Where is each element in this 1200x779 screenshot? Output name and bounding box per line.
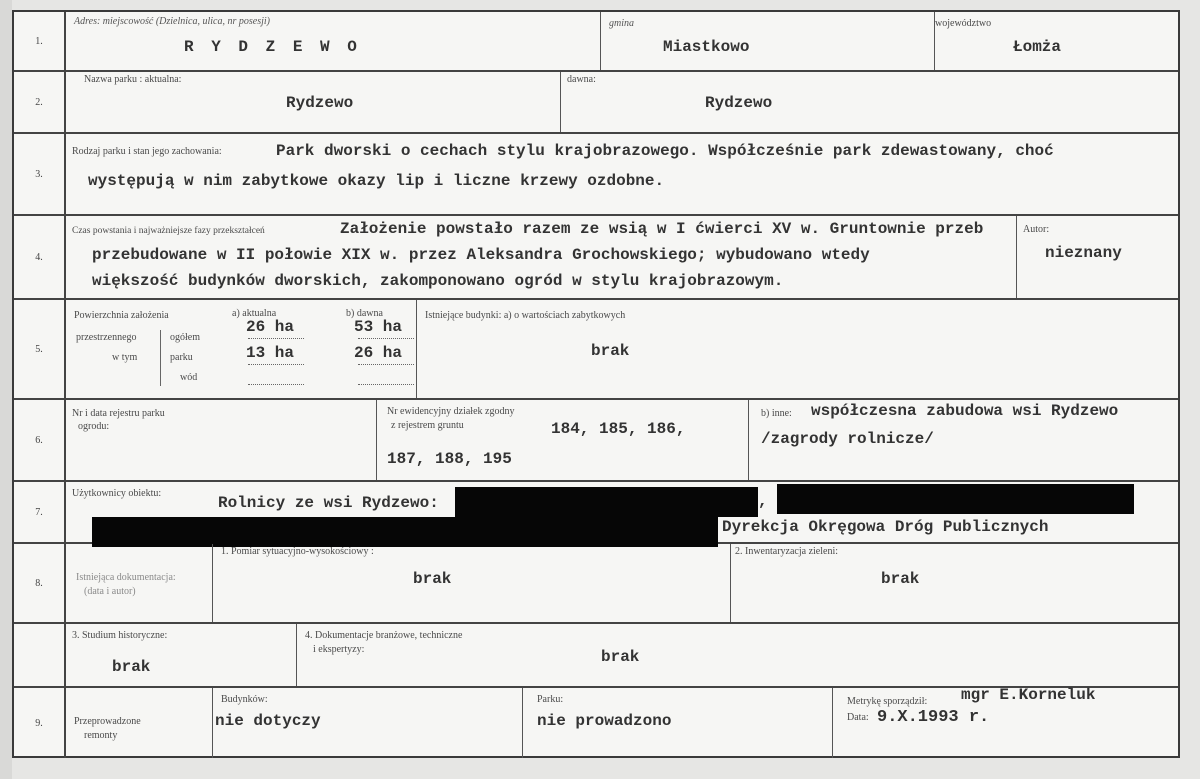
address-value: R Y D Z E W O	[184, 38, 361, 56]
ogolem-label: ogółem	[170, 332, 200, 343]
total-current-area: 26 ha	[246, 318, 295, 336]
row-studies	[14, 624, 1178, 688]
buildings-cell	[416, 300, 1180, 398]
buildings-value: brak	[591, 342, 630, 360]
prepared-by-label: Metrykę sporządził:	[847, 696, 928, 707]
history-line2: przebudowane w II połowie XIX w. przez Aleksandra Grochowskiego; wybudowano wtedy	[92, 246, 870, 264]
park-renovation-value: nie prowadzono	[537, 712, 672, 730]
former-area-label: b) dawna	[346, 308, 383, 319]
wod-label: wód	[180, 372, 198, 383]
other-buildings-line2: /zagrody rolnicze/	[761, 430, 934, 448]
history-line1: Założenie powstało razem ze wsią w I ćwierci XV w. Gruntownie przeb	[340, 220, 984, 238]
prepared-by-cell	[832, 688, 1180, 758]
dotted-line	[358, 384, 414, 385]
row-users	[14, 482, 1178, 544]
technical-docs-value: brak	[601, 648, 640, 666]
author-cell	[1016, 216, 1180, 298]
survey-cell	[212, 544, 730, 622]
park-type-label: Rodzaj parku i stan jego zachowania:	[72, 146, 222, 157]
parcels-label-cont: z rejestrem gruntu	[391, 420, 464, 431]
park-former-area: 26 ha	[354, 344, 403, 362]
dotted-line	[248, 384, 304, 385]
gmina-cell	[600, 12, 934, 70]
former-name-value: Rydzewo	[705, 94, 773, 112]
former-name-cell	[560, 72, 1180, 132]
users-line1: Rolnicy ze wsi Rydzewo:	[218, 494, 439, 512]
park-type-line1: Park dworski o cechach stylu krajobrazowego. Współcześnie park zdewastowany, choć	[276, 142, 1054, 160]
scan-edge	[0, 0, 12, 779]
wojewodztwo-value: Łomża	[1013, 38, 1062, 56]
dotted-line	[248, 364, 304, 365]
survey-label: 1. Pomiar sytuacyjno-wysokościowy :	[221, 546, 374, 557]
gmina-label: gmina	[609, 18, 634, 29]
users-line2: Dyrekcja Okręgowa Dróg Publicznych	[722, 518, 1049, 536]
row-park-name	[14, 72, 1178, 134]
greenery-label: 2. Inwentaryzacja zieleni:	[735, 546, 838, 557]
row-number: 4.	[14, 216, 66, 298]
history-label: Czas powstania i najważniejsze fazy przekształceń	[72, 226, 265, 236]
row-number	[14, 624, 66, 686]
current-area-label: a) aktualna	[232, 308, 277, 319]
park-name-current: Rydzewo	[286, 94, 354, 112]
row-renovations	[14, 688, 1178, 758]
row-number: 8.	[14, 544, 66, 622]
row-number: 2.	[14, 72, 66, 132]
technical-docs-label: 4. Dokumentacje branżowe, techniczne	[305, 630, 463, 641]
row-area	[14, 300, 1178, 400]
gmina-value: Miastkowo	[663, 38, 750, 56]
row-number: 7.	[14, 482, 66, 542]
row-number: 6.	[14, 400, 66, 480]
dotted-line	[358, 338, 414, 339]
technical-docs-label-cont: i ekspertyzy:	[313, 644, 365, 655]
other-buildings-label: b) inne:	[761, 408, 792, 419]
other-buildings-cell	[748, 400, 1180, 480]
w-tym-label: w tym	[112, 352, 138, 363]
parcels-cell	[376, 400, 748, 480]
row-address	[14, 12, 1178, 72]
area-label: Powierzchnia założenia	[74, 310, 169, 321]
renovations-label: Przeprowadzone	[74, 716, 141, 727]
buildings-renovation-label: Budynków:	[221, 694, 268, 705]
redaction-bar	[777, 484, 1134, 514]
survey-value: brak	[413, 570, 452, 588]
park-renovation-cell	[522, 688, 832, 758]
technical-docs-cell	[296, 624, 1180, 686]
former-name-label: dawna:	[567, 74, 596, 85]
renovations-label-cont: remonty	[84, 730, 118, 741]
address-label: Adres: miejscowość (Dzielnica, ulica, nr posesji)	[74, 16, 270, 27]
parcels-value-line1: 184, 185, 186,	[551, 420, 686, 438]
date-label: Data:	[847, 712, 869, 723]
redaction-bar	[92, 517, 718, 547]
park-type-line2: występują w nim zabytkowe okazy lip i liczne krzewy ozdobne.	[88, 172, 665, 190]
area-divider	[160, 330, 161, 386]
row-number: 3.	[14, 134, 66, 214]
historical-study-value: brak	[112, 658, 151, 676]
row-registry	[14, 400, 1178, 482]
redaction-bar	[455, 487, 758, 517]
przestrzennego-label: przestrzennego	[76, 332, 137, 343]
row-park-type	[14, 134, 1178, 216]
registry-label: Nr i data rejestru parku	[72, 408, 165, 419]
documentation-sublabel: (data i autor)	[84, 586, 136, 597]
wojewodztwo-cell	[934, 12, 1180, 70]
row-documentation	[14, 544, 1178, 624]
buildings-renovation-value: nie dotyczy	[215, 712, 321, 730]
parcels-label: Nr ewidencyjny działek zgodny	[387, 406, 515, 417]
greenery-value: brak	[881, 570, 920, 588]
park-name-label: Nazwa parku : aktualna:	[84, 74, 182, 85]
row-history	[14, 216, 1178, 300]
date-value: 9.X.1993 r.	[877, 708, 990, 727]
users-comma: ,	[758, 492, 768, 510]
parcels-value-line2: 187, 188, 195	[387, 450, 512, 468]
row-number: 9.	[14, 688, 66, 758]
park-renovation-label: Parku:	[537, 694, 564, 705]
other-buildings-line1: współczesna zabudowa wsi Rydzewo	[811, 402, 1119, 420]
row-number: 1.	[14, 12, 66, 70]
wojewodztwo-label: województwo	[935, 18, 992, 29]
historical-study-label: 3. Studium historyczne:	[72, 630, 168, 641]
buildings-renovation-cell	[212, 688, 522, 758]
dotted-line	[358, 364, 414, 365]
author-label: Autor:	[1023, 224, 1050, 235]
row-number: 5.	[14, 300, 66, 398]
users-label: Użytkownicy obiektu:	[72, 488, 162, 499]
buildings-label: Istniejące budynki: a) o wartościach zabytkowych	[425, 310, 626, 321]
documentation-label: Istniejąca dokumentacja:	[76, 572, 176, 583]
park-record-form	[12, 10, 1180, 758]
registry-label-cont: ogrodu:	[78, 421, 110, 432]
dotted-line	[248, 338, 304, 339]
total-former-area: 53 ha	[354, 318, 403, 336]
greenery-cell	[730, 544, 1180, 622]
park-current-area: 13 ha	[246, 344, 295, 362]
prepared-by-value: mgr E.Korneluk	[961, 686, 1096, 704]
author-value: nieznany	[1045, 244, 1122, 262]
history-line3: większość budynków dworskich, zakomponowano ogród w stylu krajobrazowym.	[92, 272, 784, 290]
parku-label: parku	[170, 352, 193, 363]
